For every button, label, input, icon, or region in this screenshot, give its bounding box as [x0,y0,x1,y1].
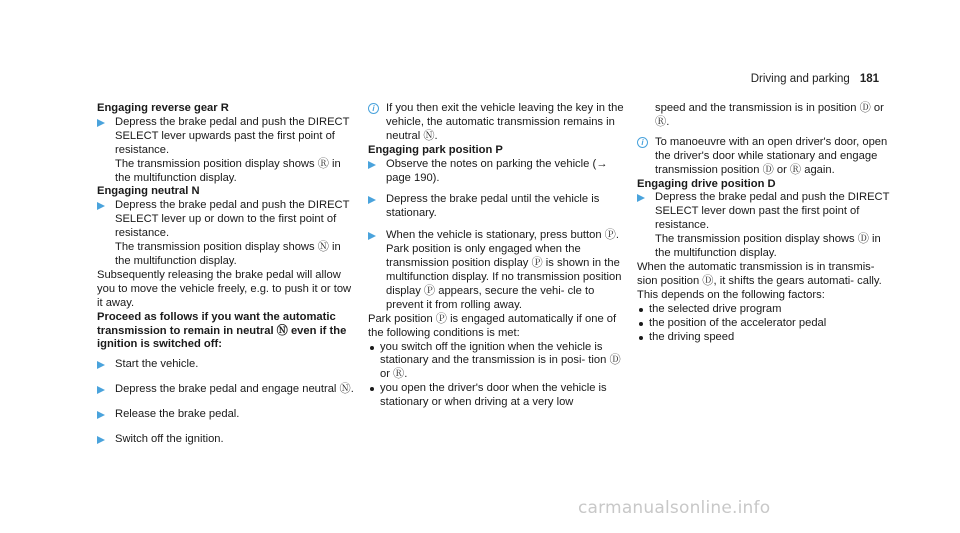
step-press-p-button [368,229,626,312]
note-exit-vehicle [368,102,626,144]
step-engage-neutral [97,199,355,269]
arrow-icon [368,196,376,204]
step-observe-notes [368,158,626,186]
step-text: Depress the brake pedal and push the DIRECT SELECT lever up or down to the first point of resistance. [115,199,350,240]
step-engage-reverse [97,116,355,186]
arrow-icon [368,161,376,169]
step-result: Park position is only engaged when the transmission position display Ⓟ is shown in the multifunction display. If no transmission position display Ⓟ appears, secure the vehi- cle to prevent it from rolling away. [386,243,622,311]
step-text: Release the brake pedal. [115,408,240,421]
step-text: Switch off the ignition. [115,433,224,446]
list-item: you switch off the ignition when the vehicle is stationary and the transmission is in posi- tion Ⓓ or Ⓡ. [368,341,626,383]
step-engage-drive [637,191,895,261]
step-engage-neutral-2 [97,383,355,397]
info-icon: i [637,137,648,148]
step-text: Depress the brake pedal until the vehicle is stationary. [386,193,600,220]
page-number: 181 [859,73,879,85]
arrow-icon [637,194,645,202]
arrow-icon [368,232,376,240]
bullet-continuation: speed and the transmission is in position Ⓓ or Ⓡ. [655,102,884,128]
step-release-brake [97,408,355,422]
step-start-vehicle [97,358,355,372]
step-switch-off-ignition [97,433,355,447]
arrow-icon [97,119,105,127]
step-result: The transmission position display shows Ⓓ in the multifunction display. [655,233,881,260]
arrow-icon [97,411,105,419]
paragraph-subsequently: Subsequently releasing the brake pedal will allow you to move the vehicle freely, e.g. to push it or tow it away. [97,268,352,309]
column-2 [368,102,626,410]
arrow-icon [97,202,105,210]
heading-park: Engaging park position P [368,143,503,156]
step-result: The transmission position display shows Ⓝ in the multifunction display. [115,241,341,267]
arrow-icon [97,386,105,394]
step-text: Depress the brake pedal and engage neutral Ⓝ. [115,383,354,396]
list-item: you open the driver's door when the vehicle is stationary or when driving at a very low [368,382,626,410]
paragraph-park-auto: Park position Ⓟ is engaged automatically if one of the following conditions is met: [368,312,617,339]
step-text: Depress the brake pedal and push the DIRECT SELECT lever upwards past the first point of resistance. [115,115,350,156]
arrow-icon [97,361,105,369]
list-item: the selected drive program [637,303,895,317]
step-text: Start the vehicle. [115,358,199,371]
page-header [751,73,879,87]
step-text: When the vehicle is stationary, press button Ⓟ. [386,229,619,242]
note-manoeuvre [637,136,895,178]
heading-neutral: Engaging neutral N [97,185,200,198]
list-item: the driving speed [637,331,895,345]
section-title: Driving and parking [750,73,850,85]
step-depress-until-stationary [368,193,626,221]
note-text: If you then exit the vehicle leaving the key in the vehicle, the automatic transmission remains in neutral Ⓝ. [386,102,624,142]
step-text: Depress the brake pedal and push the DIRECT SELECT lever down past the first point of resistance. [655,191,890,232]
info-icon: i [368,103,379,114]
column-1 [97,102,355,447]
factors-list [637,303,895,345]
heading-neutral-ignition-off: Proceed as follows if you want the automatic transmission to remain in neutral Ⓝ even if the ignition is switched off: [97,310,347,351]
heading-drive: Engaging drive position D [637,177,776,190]
step-text: Observe the notes on parking the vehicle (→ page 190). [386,157,608,184]
arrow-icon [97,436,105,444]
paragraph-drive-auto: When the automatic transmission is in transmis- sion position Ⓓ, it shifts the gears automati- cally. This depends on the following factors: [637,260,882,301]
conditions-list [368,341,626,411]
watermark: carmanualsonline.info [578,498,771,518]
list-item: the position of the accelerator pedal [637,317,895,331]
step-result: The transmission position display shows Ⓡ in the multifunction display. [115,157,341,184]
column-3 [637,102,895,344]
heading-reverse-gear: Engaging reverse gear R [97,102,229,114]
note-text: To manoeuvre with an open driver's door, open the driver's door while stationary and engage transmission position Ⓓ or Ⓡ again. [655,135,888,176]
